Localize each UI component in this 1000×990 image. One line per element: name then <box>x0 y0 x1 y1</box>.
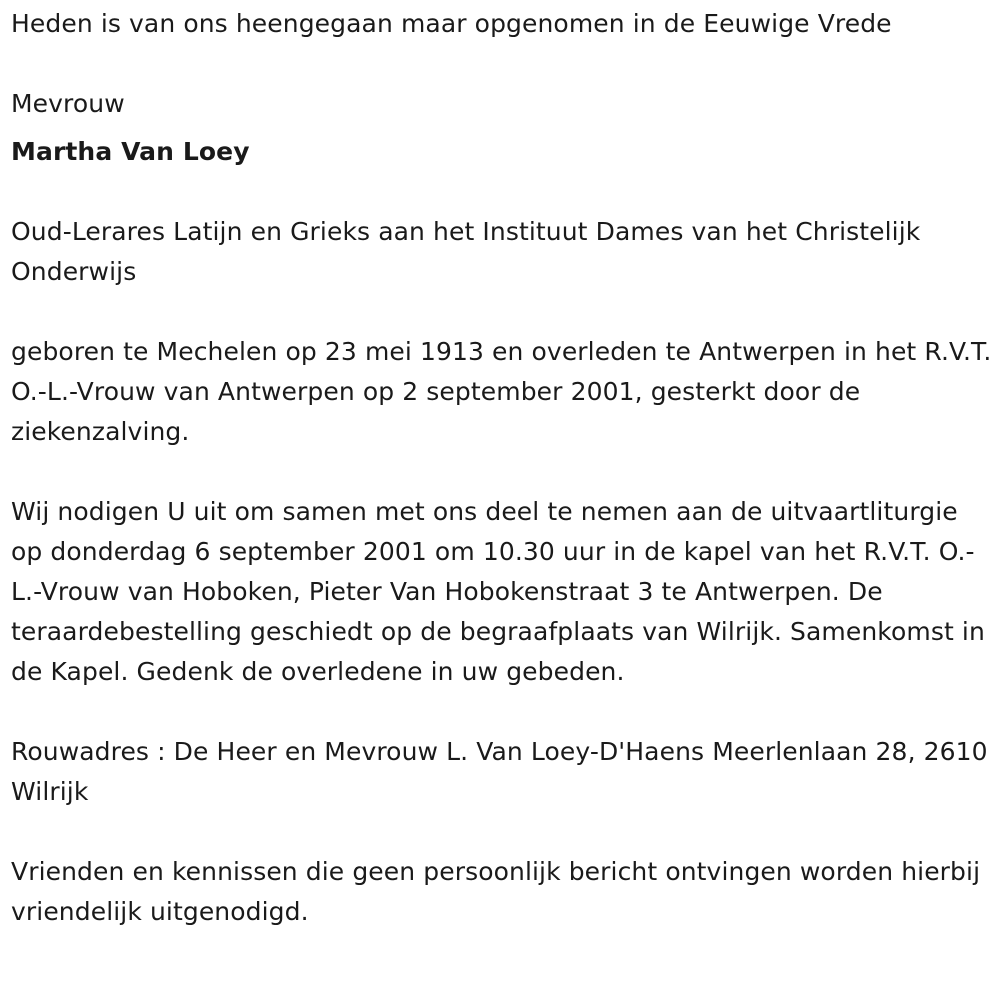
death-notice <box>11 4 995 932</box>
spacer <box>11 292 995 332</box>
spacer <box>11 812 995 852</box>
spacer <box>11 172 995 212</box>
birth-death-text: geboren te Mechelen op 23 mei 1913 en overleden te Antwerpen in het R.V.T. O.-L.-Vrouw van Antwerpen op 2 september 2001, gesterkt door de ziekenzalving. <box>11 337 992 446</box>
closing-text: Vrienden en kennissen die geen persoonlijk bericht ontvingen worden hierbij vriendelijk uitgenodigd. <box>11 857 981 926</box>
occupation-text: Oud-Lerares Latijn en Grieks aan het Instituut Dames van het Christelijk Onderwijs <box>11 217 921 286</box>
salutation-text: Mevrouw <box>11 89 125 118</box>
spacer <box>11 44 995 84</box>
spacer <box>11 452 995 492</box>
ceremony-text: Wij nodigen U uit om samen met ons deel te nemen aan de uitvaartliturgie op donderdag 6 september 2001 om 10.30 uur in de kapel van het R.V.T. O.-L.-Vrouw van Hoboken, Pieter Van Hobokenstraat 3 te Antwerpen. De teraardebestelling geschiedt op de begraafplaats van Wilrijk. Samenkomst in de Kapel. Gedenk de overledene in uw gebeden. <box>11 497 985 686</box>
intro-text: Heden is van ons heengegaan maar opgenomen in de Eeuwige Vrede <box>11 9 892 38</box>
mourning-address: Rouwadres : De Heer en Mevrouw L. Van Loey-D'Haens Meerlenlaan 28, 2610 Wilrijk <box>11 737 988 806</box>
spacer <box>11 124 995 132</box>
deceased-name: Martha Van Loey <box>11 137 250 166</box>
spacer <box>11 692 995 732</box>
